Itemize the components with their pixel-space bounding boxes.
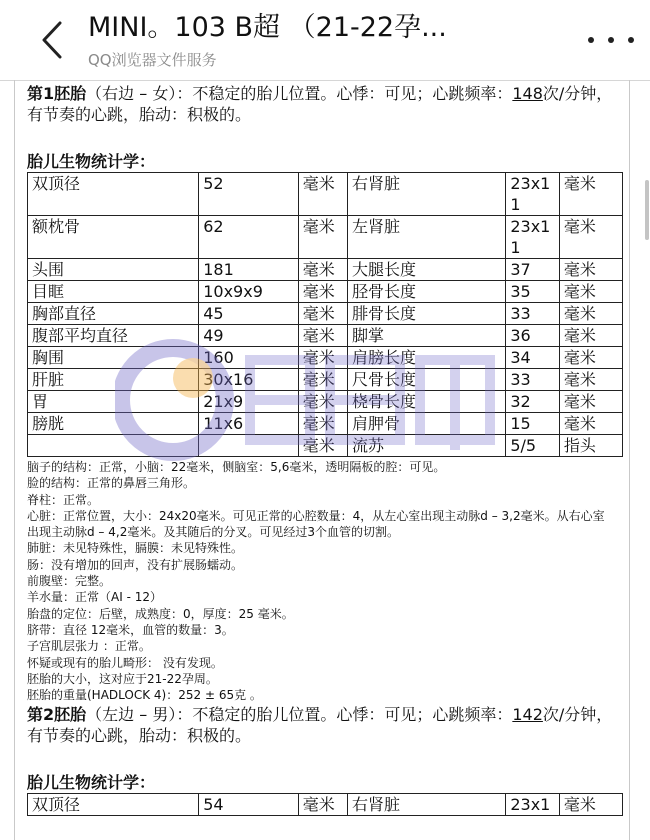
note-line: 胎盘的定位：后壁，成熟度：0，厚度：25 毫米。 <box>27 606 294 621</box>
embryo1-label: 第1胚胎 <box>27 84 87 103</box>
table-cell: 5/5 <box>506 435 560 457</box>
dot-icon <box>588 37 594 43</box>
table-cell: 毫米 <box>298 391 347 413</box>
table-cell: 右肾脏 <box>347 794 505 816</box>
table-row <box>28 216 623 259</box>
table-row <box>28 303 623 325</box>
table-cell: 头围 <box>28 259 199 281</box>
table-cell: 毫米 <box>559 325 622 347</box>
note-line: 胚胎的重量(HADLOCK 4)：252 ± 65克 。 <box>27 688 262 703</box>
table-cell: 脚掌 <box>347 325 505 347</box>
chevron-left-icon <box>40 20 64 60</box>
table-row <box>28 435 623 457</box>
table-cell: 右肾脏 <box>347 173 505 216</box>
page-subtitle: QQ浏览器文件服务 <box>88 51 217 69</box>
note-line: 胚胎的大小，这对应于21-22孕周。 <box>27 671 218 686</box>
table-row <box>28 259 623 281</box>
table-cell: 大腿长度 <box>347 259 505 281</box>
table-cell: 毫米 <box>559 369 622 391</box>
table-cell: 毫米 <box>298 794 347 816</box>
table-row <box>28 325 623 347</box>
table-row <box>28 347 623 369</box>
embryo2-biometrics-title: 胎儿生物统计学： <box>27 773 156 793</box>
table-cell: 15 <box>506 413 560 435</box>
note-line: 脑子的结构：正常，小脑：22毫米，侧脑室：5,6毫米，透明隔板的腔：可见。 <box>27 460 446 474</box>
table-cell: 毫米 <box>559 391 622 413</box>
embryo1-notes <box>27 459 623 703</box>
table-cell: 毫米 <box>559 281 622 303</box>
table-row <box>28 281 623 303</box>
table-cell: 毫米 <box>559 303 622 325</box>
table-cell: 尺骨长度 <box>347 369 505 391</box>
table-cell: 35 <box>506 281 560 303</box>
table-cell: 37 <box>506 259 560 281</box>
table-cell: 腹部平均直径 <box>28 325 199 347</box>
table-cell: 毫米 <box>298 173 347 216</box>
dot-icon <box>628 37 634 43</box>
table-cell: 额枕骨 <box>28 216 199 259</box>
embryo1-biometrics-title: 胎儿生物统计学： <box>27 152 156 171</box>
table-cell: 21x9 <box>199 391 299 413</box>
note-line: 怀疑或现有的胎儿畸形： 没有发现。 <box>27 655 223 670</box>
table-cell: 毫米 <box>298 347 347 369</box>
note-line: 羊水量：正常（AI - 12） <box>27 590 162 605</box>
embryo1-side: （右边 – 女） <box>86 84 177 103</box>
table-cell: 54 <box>199 794 299 816</box>
note-line: 脊柱：正常。 <box>27 492 100 507</box>
more-options-button[interactable] <box>588 28 634 52</box>
table-row <box>28 413 623 435</box>
table-cell: 33 <box>506 369 560 391</box>
table-cell: 32 <box>506 391 560 413</box>
table-cell: 左肾脏 <box>347 216 505 259</box>
table-cell: 毫米 <box>298 281 347 303</box>
table-cell: 34 <box>506 347 560 369</box>
scrollbar[interactable] <box>642 80 650 831</box>
table-cell: 桡骨长度 <box>347 391 505 413</box>
back-button[interactable] <box>30 16 74 64</box>
table-cell: 胃 <box>28 391 199 413</box>
embryo2-desc-b: 次/分钟，有节奏的心跳，胎动：积极的。 <box>27 705 613 746</box>
document-content <box>27 80 623 816</box>
table-cell: 肩膀长度 <box>347 347 505 369</box>
table-cell: 双顶径 <box>28 173 199 216</box>
table-cell: 181 <box>199 259 299 281</box>
table-cell: 毫米 <box>559 794 622 816</box>
table-cell: 52 <box>199 173 299 216</box>
note-line: 子宫肌层张力 ：正常。 <box>27 639 151 654</box>
table-cell: 胸部直径 <box>28 303 199 325</box>
table-cell: 33 <box>506 303 560 325</box>
table-cell: 胸围 <box>28 347 199 369</box>
page-title: MINI。103 B超 （21-22孕... <box>88 12 447 43</box>
table-row <box>28 369 623 391</box>
table-cell: 49 <box>199 325 299 347</box>
table-cell: 毫米 <box>298 413 347 435</box>
table-row <box>28 173 623 216</box>
table-cell: 毫米 <box>298 369 347 391</box>
table-cell: 62 <box>199 216 299 259</box>
top-bar <box>0 0 650 81</box>
table-cell: 双顶径 <box>28 794 199 816</box>
note-line: 脐带：直径 12毫米，血管的数量：3。 <box>27 622 234 637</box>
table-cell: 胫骨长度 <box>347 281 505 303</box>
table-cell: 毫米 <box>559 173 622 216</box>
table-cell: 流苏 <box>347 435 505 457</box>
embryo1-biometrics-table <box>27 172 623 457</box>
embryo1-summary <box>27 83 623 125</box>
note-line: 出现主动脉d – 4,2毫米。及其随后的分叉。可见经过3个血管的切割。 <box>27 525 399 540</box>
table-cell: 30x16 <box>199 369 299 391</box>
embryo2-desc-a: ：不稳定的胎儿位置。心悸：可见；心跳频率： <box>176 705 513 725</box>
table-cell: 指头 <box>559 435 622 457</box>
table-cell: 毫米 <box>559 413 622 435</box>
embryo2-biometrics-table <box>27 793 623 816</box>
table-cell: 23x1 <box>506 794 560 816</box>
table-cell: 23x1 1 <box>506 173 560 216</box>
table-cell <box>199 435 299 457</box>
table-row <box>28 391 623 413</box>
table-cell: 毫米 <box>298 435 347 457</box>
table-cell: 毫米 <box>559 216 622 259</box>
embryo2-side: （左边 – 男） <box>86 705 177 725</box>
embryo2-heart-rate: 142 <box>512 705 543 725</box>
scrollbar-thumb[interactable] <box>645 180 649 240</box>
table-cell: 肩胛骨 <box>347 413 505 435</box>
embryo1-desc-b: 次/分钟，有节奏的心跳，胎动：积极的。 <box>27 84 613 124</box>
note-line: 肠：没有增加的回声，没有扩展肠蠕动。 <box>27 557 244 572</box>
dot-icon <box>608 37 614 43</box>
table-cell <box>28 435 199 457</box>
table-cell: 毫米 <box>559 259 622 281</box>
table-cell: 腓骨长度 <box>347 303 505 325</box>
table-cell: 10x9x9 <box>199 281 299 303</box>
table-cell: 毫米 <box>298 303 347 325</box>
table-cell: 毫米 <box>298 325 347 347</box>
embryo2-label: 第2胚胎 <box>27 705 87 725</box>
note-line: 脸的结构：正常的鼻唇三角形。 <box>27 476 196 491</box>
note-line: 前腹壁：完整。 <box>27 574 112 589</box>
note-line: 肺脏：未见特殊性，膈膜：未见特殊性。 <box>27 541 244 556</box>
embryo1-heart-rate: 148 <box>512 84 543 103</box>
note-line: 心脏：正常位置，大小：24x20毫米。可见正常的心腔数量：4，从左心室出现主动脉d – 3,2毫米。从右心室 <box>27 508 605 523</box>
table-cell: 膀胱 <box>28 413 199 435</box>
table-cell: 160 <box>199 347 299 369</box>
embryo2-summary <box>27 704 623 746</box>
table-cell: 毫米 <box>298 216 347 259</box>
table-row <box>28 794 623 816</box>
document-viewer[interactable] <box>14 80 630 840</box>
table-cell: 45 <box>199 303 299 325</box>
embryo1-desc-a: ：不稳定的胎儿位置。心悸：可见；心跳频率： <box>176 84 513 103</box>
table-cell: 肝脏 <box>28 369 199 391</box>
table-cell: 目眶 <box>28 281 199 303</box>
table-cell: 毫米 <box>298 259 347 281</box>
table-cell: 36 <box>506 325 560 347</box>
table-cell: 11x6 <box>199 413 299 435</box>
table-cell: 23x1 1 <box>506 216 560 259</box>
table-cell: 毫米 <box>559 347 622 369</box>
